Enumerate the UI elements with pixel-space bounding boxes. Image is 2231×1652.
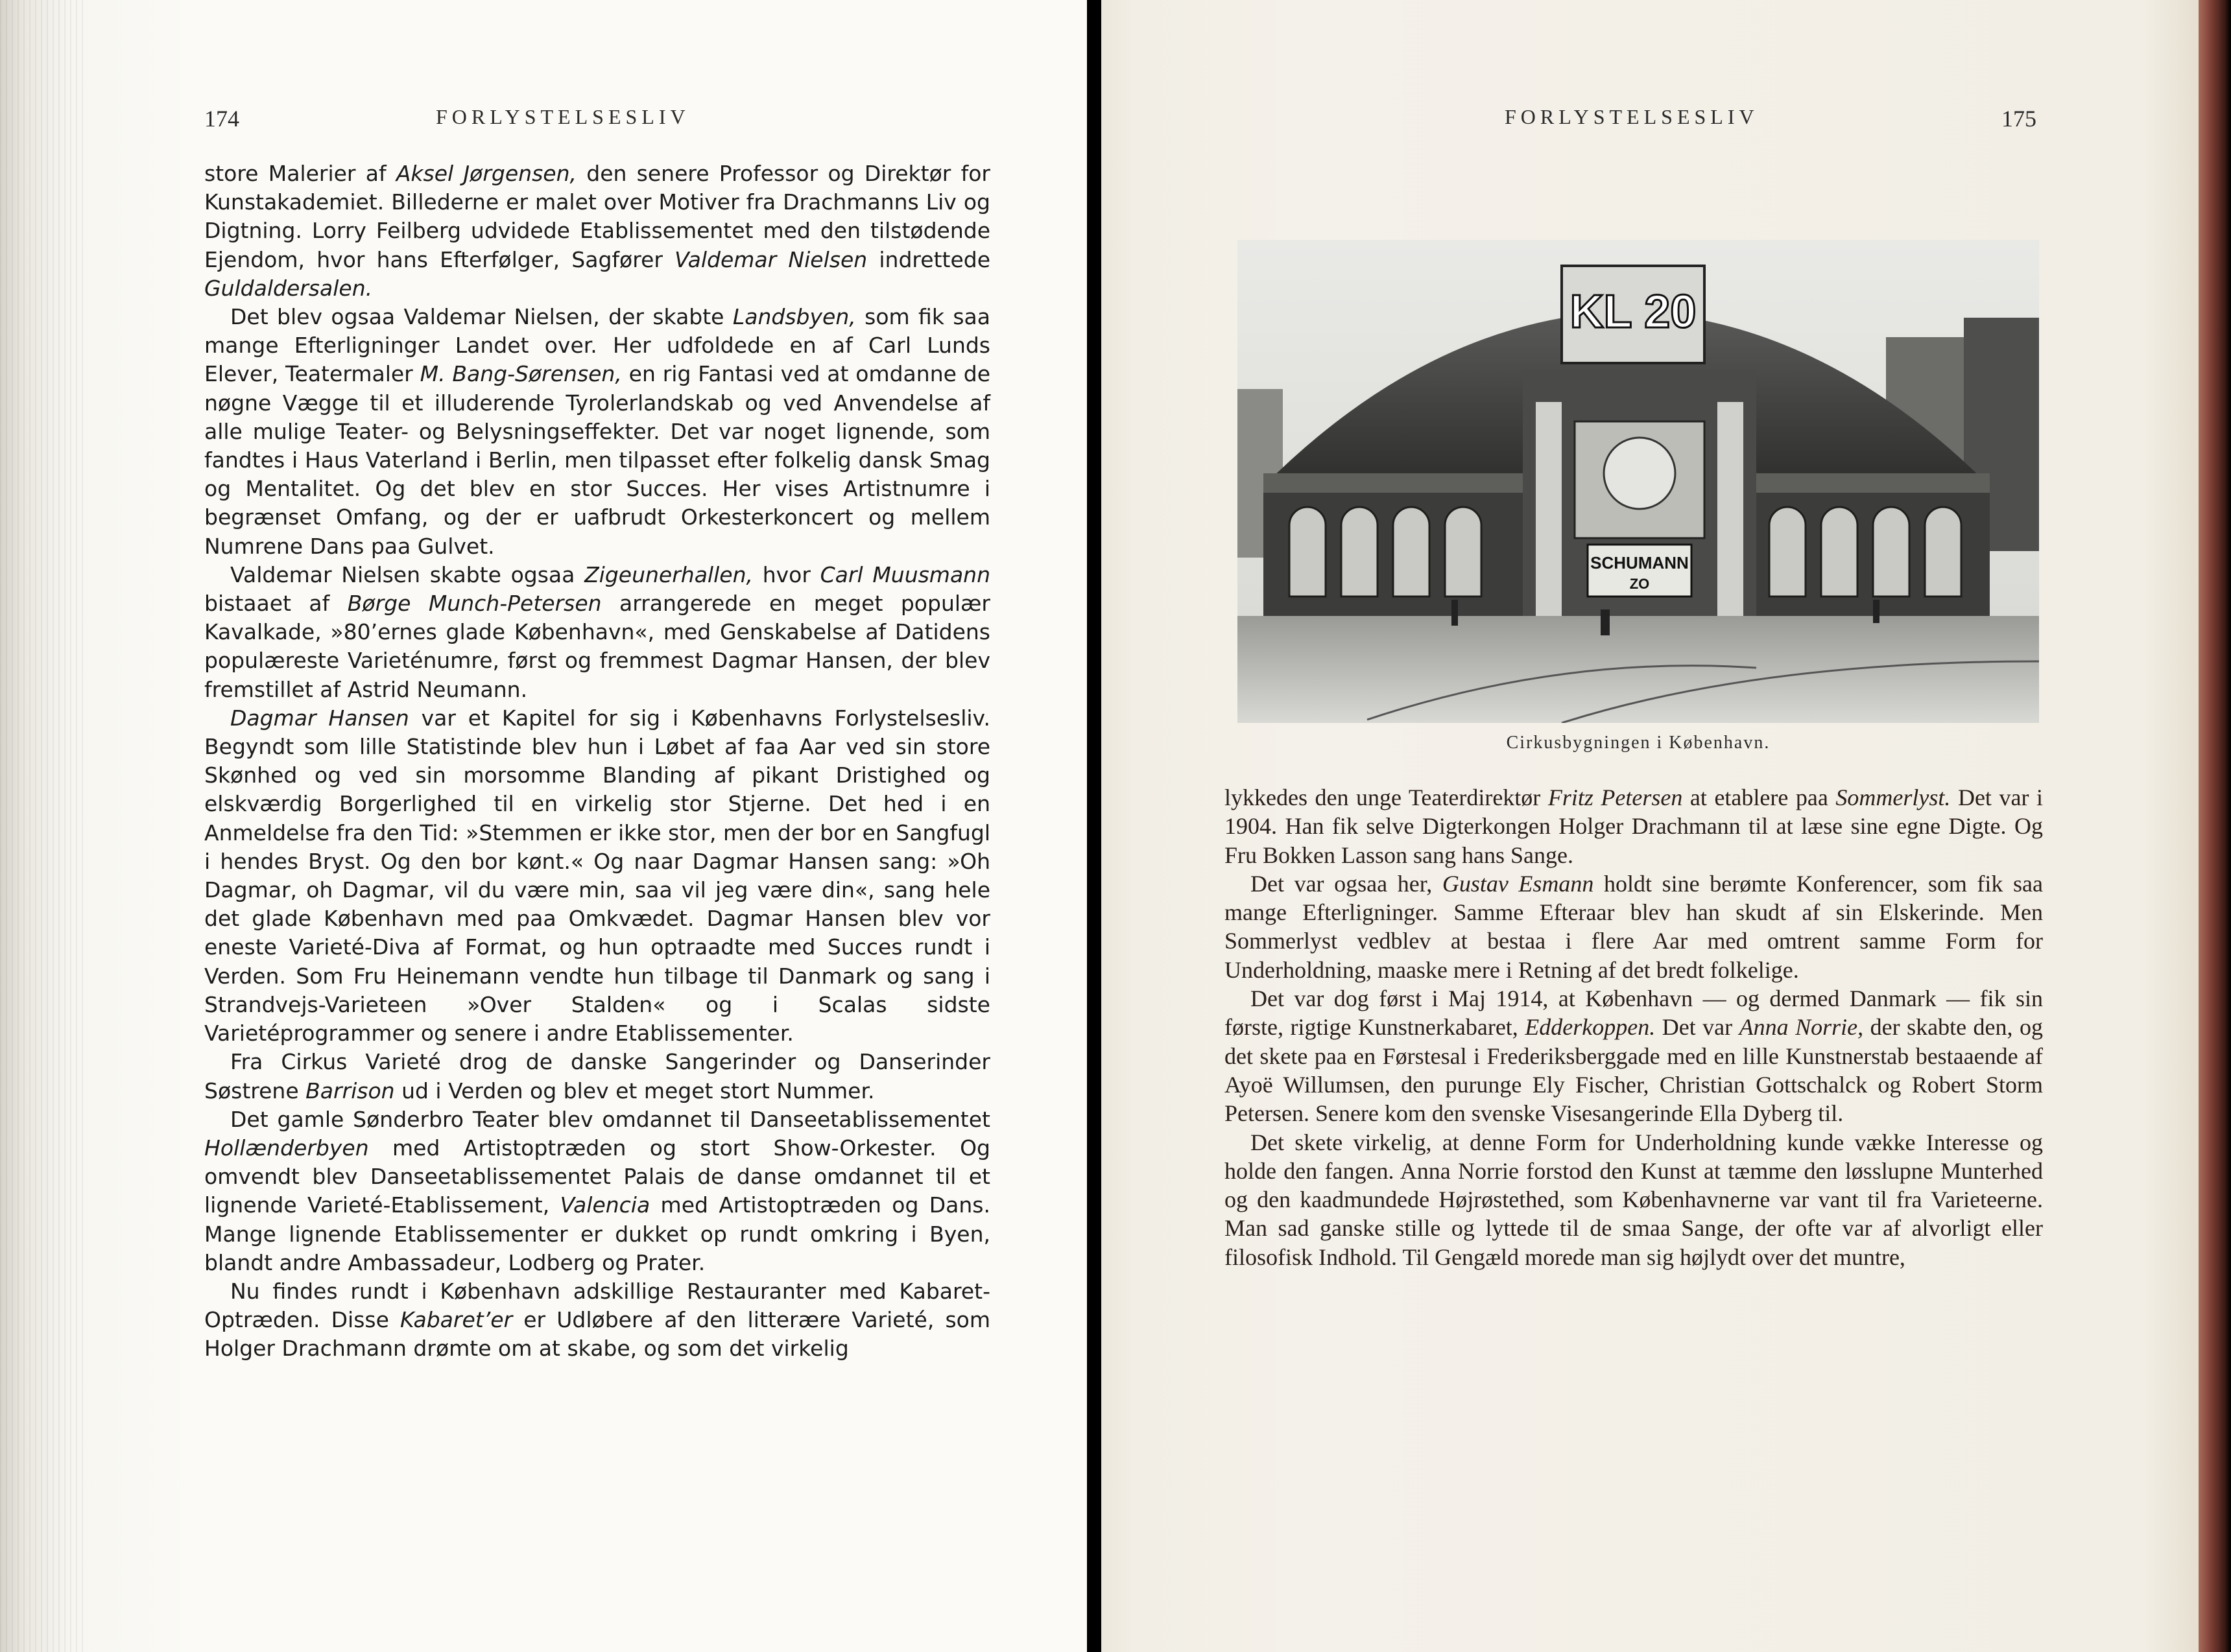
text-run: med Artistoptræden og stort Show-Orkester. Og omvendt blev Danseetablissementet Palais de danse omdannet til et lignende Varieté-Etablissement, xyxy=(204,1135,990,1218)
italic-phrase: Zigeunerhallen, xyxy=(584,561,753,587)
paragraph xyxy=(204,159,990,303)
circus-building-photo xyxy=(1237,240,2039,723)
photo-caption: Cirkusbygningen i København. xyxy=(1506,733,1771,753)
photo-sign-year: ZO xyxy=(1629,576,1650,592)
italic-phrase: M. Bang-Sørensen, xyxy=(420,361,622,387)
text-run: bistaaet af xyxy=(204,591,348,617)
text-run: Det var ogsaa her, xyxy=(1250,870,1442,897)
text-run: Fra Cirkus Varieté drog de danske Sangerinder og Danserinder Søstrene xyxy=(204,1049,990,1103)
text-run: hvor xyxy=(752,561,820,587)
italic-phrase: Aksel Jørgensen, xyxy=(396,161,577,186)
italic-phrase: Hollænderbyen xyxy=(204,1135,369,1161)
text-run: Nu findes rundt i København adskillige Restauranter med Kabaret-Optræden. Disse xyxy=(204,1278,990,1333)
text-run: Valdemar Nielsen skabte ogsaa xyxy=(230,561,585,587)
text-run: der skabte den, og det skete paa en Førstesal i Frederiksberggade med en lille Kunstnerstab bestaaende af Ayoë Willumsen, den purunge Ely Fischer, Christian Gottschalck og Robert Storm Petersen. Senere kom den svenske Visesangerinde Ella Dyberg til. xyxy=(1224,1014,2043,1127)
left-body-text xyxy=(204,159,990,1363)
text-run: Det gamle Sønderbro Teater blev omdannet til Danseetablissementet xyxy=(230,1106,990,1132)
italic-phrase: Guldaldersalen. xyxy=(204,275,373,301)
text-run: ud i Verden og blev et meget stort Nummer. xyxy=(394,1078,875,1103)
paragraph xyxy=(1224,1128,2043,1271)
italic-phrase: Barrison xyxy=(305,1078,395,1103)
left-page xyxy=(0,0,1087,1652)
text-run: den senere Professor og Direktør for Kunstakademiet. Billederne er malet over Motiver fra Drachmanns Liv og Digtning. Lorry Feilberg udvidede Etablissementet med den tilstødende Ejendom, hvor hans Efterfølger, Sagfører xyxy=(204,161,990,272)
running-head-left: FORLYSTELSESLIV xyxy=(436,105,690,128)
page-number-left: 174 xyxy=(204,106,239,132)
text-run: en rig Fantasi ved at omdanne de nøgne Vægge til et illuderende Tyrolerlandskab og ved Anvendelse af alle mulige Teater- og Belysningseffekter. Det var noget lignende, som fandtes i Haus Vaterland i Berlin, men tilpasset efter folkelig dansk Smag og Mentalitet. Og det blev en stor Succes. Her vises Artistnumre i begrænset Omfang, og der er uafbrudt Orkesterkoncert og mellem Numrene Dans paa Gulvet. xyxy=(204,361,990,559)
paragraph xyxy=(204,1048,990,1105)
italic-phrase: Edderkoppen. xyxy=(1525,1014,1656,1041)
text-run: indrettede xyxy=(867,246,990,272)
text-run: Det skete virkelig, at denne Form for Underholdning kunde vække Interesse og holde den fangen. Anna Norrie forstod den Kunst at tæmme den løsslupne Munterhed og den kaadmundede Højrøstethed, som Københavnerne var vant til fra Varieteerne. Man sad ganske stille og lyttede til de smaa Sange, der ofte var af alvorligt eller filosofisk Indhold. Til Gengæld morede man sig højlydt over det muntre, xyxy=(1224,1129,2043,1270)
italic-phrase: Børge Munch-Petersen xyxy=(347,591,602,617)
right-body-text xyxy=(1224,783,2043,1271)
photo-sign-top: KL 20 xyxy=(1569,286,1697,338)
book-cover-edge xyxy=(2199,0,2231,1652)
paragraph xyxy=(1224,984,2043,1127)
page-number-right: 175 xyxy=(2001,106,2036,132)
text-run: Det var dog først i Maj 1914, at København — og dermed Danmark — fik sin første, rigtige Kunstnerkabaret, xyxy=(1224,985,2043,1041)
text-run: arrangerede en meget populær Kavalkade, »80’ernes glade København«, med Genskabelse af Datidens populæreste Varieténumre, først og fremmest Dagmar Hansen, der blev fremstillet af Astrid Neumann. xyxy=(204,591,990,702)
text-run: Det var i 1904. Han fik selve Digterkongen Holger Drachmann til at læse sine egne Digte. Og Fru Bokken Lasson sang hans Sange. xyxy=(1224,785,2043,868)
photo-sign-bottom: SCHUMANN xyxy=(1590,553,1689,572)
text-run: Det var xyxy=(1655,1014,1739,1041)
italic-phrase: Carl Muusmann xyxy=(820,561,991,587)
paragraph xyxy=(1224,869,2043,984)
italic-phrase: Valencia xyxy=(560,1192,650,1218)
paragraph xyxy=(204,1277,990,1363)
text-run: er Udløbere af den litterære Varieté, som Holger Drachmann drømte om at skabe, og som det virkelig xyxy=(204,1307,990,1362)
italic-phrase: Fritz Petersen xyxy=(1547,785,1683,810)
italic-phrase: Gustav Esmann xyxy=(1442,870,1594,897)
italic-phrase: Dagmar Hansen xyxy=(230,705,409,731)
paragraph xyxy=(204,704,990,1048)
text-run: holdt sine berømte Konferencer, som fik saa mange Efterligninger. Samme Efteraar blev han skudt af sin Elskerinde. Men Sommerlyst vedblev at bestaa i flere Aar med omtrent samme Form for Underholdning, maaske mere i Retning af det bredt folkelige. xyxy=(1224,870,2043,983)
text-run: med Artistoptræden og Dans. Mange lignende Etablissementer er dukket op rundt omkring i Byen, blandt andre Ambassadeur, Lodberg og Prater. xyxy=(204,1192,990,1275)
text-run: var et Kapitel for sig i Københavns Forlystelsesliv. Begyndt som lille Statistinde blev hun i Løbet af faa Aar ved sin store Skønhed og ved sin morsomme Blanding af pikant Dristighed og elskværdig Borgerlighed til en virkelig stor Stjerne. Det hed i en Anmeldelse fra den Tid: »Stemmen er ikke stor, men der bor en Sangfugl i hendes Bryst. Og den bor kønt.« Og naar Dagmar Hansen sang: »Oh Dagmar, oh Dagmar, vil du være min, saa vil jeg være din«, sang hele det glade København med paa Omkvædet. Dagmar Hansen blev vor eneste Varieté-Diva af Format, og hun optraadte med Succes rundt i Verden. Som Fru Heinemann vendte hun tilbage til Danmark og sang i Strandvejs-Varieteen »Over Stalden« og i Scalas sidste Varietéprogrammer og senere i andre Etablissementer. xyxy=(204,705,990,1046)
paragraph xyxy=(204,561,990,704)
italic-phrase: Sommerlyst. xyxy=(1835,785,1951,810)
text-run: Det blev ogsaa Valdemar Nielsen, der skabte xyxy=(230,304,733,330)
running-head-right: FORLYSTELSESLIV xyxy=(1505,105,1759,128)
italic-phrase: Anna Norrie, xyxy=(1739,1014,1864,1041)
text-run: lykkedes den unge Teaterdirektør xyxy=(1224,785,1548,810)
paragraph xyxy=(1224,783,2043,869)
italic-phrase: Valdemar Nielsen xyxy=(674,246,868,272)
italic-phrase: Kabaret’er xyxy=(400,1307,513,1333)
text-run: som fik saa mange Efterligninger Landet over. Her udfoldede en af Carl Lunds Elever, Teatermaler xyxy=(204,304,990,387)
book-gutter xyxy=(1087,0,1101,1652)
text-run: at etablere paa xyxy=(1682,785,1836,810)
paragraph xyxy=(204,1105,990,1277)
text-run: store Malerier af xyxy=(204,161,396,186)
italic-phrase: Landsbyen, xyxy=(732,304,856,330)
paragraph xyxy=(204,303,990,561)
